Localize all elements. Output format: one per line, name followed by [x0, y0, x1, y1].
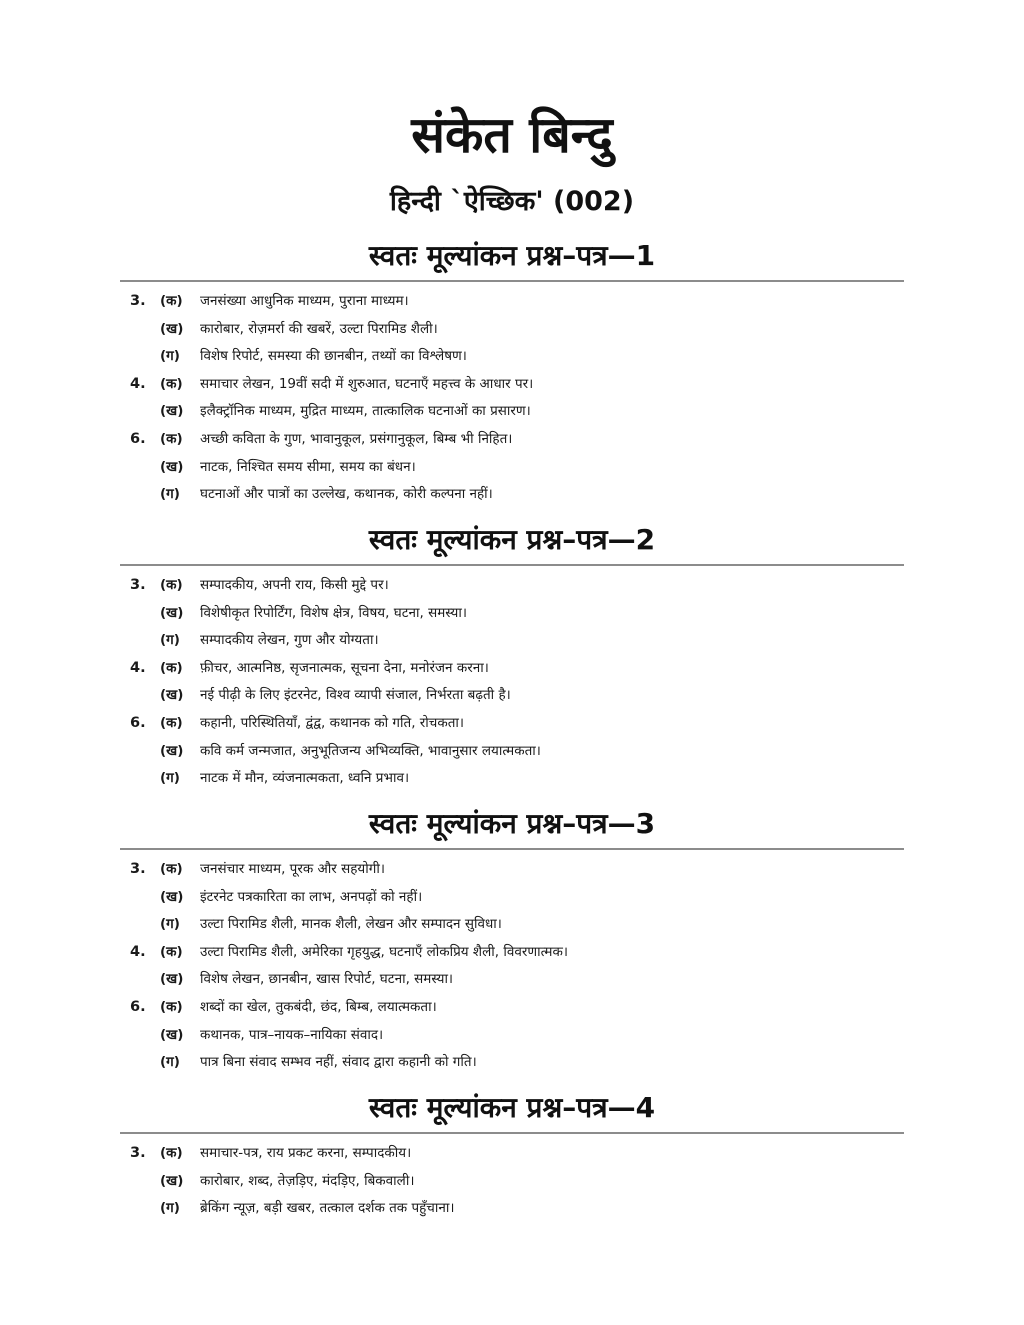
answer-item — [120, 856, 904, 884]
answer-text: जनसंचार माध्यम, पूरक और सहयोगी। — [200, 861, 385, 877]
answer-text: उल्टा पिरामिड शैली, मानक शैली, लेखन और सम्पादन सुविधा। — [200, 916, 502, 933]
question-number: 4. — [130, 375, 146, 392]
answer-item — [120, 426, 904, 454]
question-part: (ख) — [160, 742, 184, 759]
section-heading: स्वतः मूल्यांकन प्रश्न–पत्र—3 — [368, 807, 656, 840]
answer-item — [120, 572, 904, 600]
section-heading: स्वतः मूल्यांकन प्रश्न–पत्र—4 — [368, 1091, 656, 1124]
answer-text: नई पीढ़ी के लिए इंटरनेट, विश्व व्यापी संजाल, निर्भरता बढ़ती है। — [200, 687, 511, 704]
answer-item — [120, 1049, 904, 1077]
answer-text: नाटक में मौन, व्यंजनात्मकता, ध्वनि प्रभाव। — [200, 770, 410, 787]
section-heading: स्वतः मूल्यांकन प्रश्न–पत्र—1 — [368, 239, 656, 272]
answer-item — [120, 911, 904, 939]
answer-list — [120, 572, 904, 793]
answer-text: फ़ीचर, आत्मनिष्ठ, सृजनात्मक, सूचना देना, मनोरंजन करना। — [200, 659, 489, 676]
answer-item — [120, 655, 904, 683]
answer-item — [120, 627, 904, 655]
question-part: (ग) — [160, 486, 180, 503]
answer-text: कारोबार, शब्द, तेज़ड़िए, मंदड़िए, बिकवाली। — [200, 1172, 415, 1189]
answer-text: विशेषीकृत रिपोर्टिंग, विशेष क्षेत्र, विषय, घटना, समस्या। — [200, 604, 467, 621]
answer-text: सम्पादकीय लेखन, गुण और योग्यता। — [200, 632, 379, 649]
answer-item — [120, 481, 904, 509]
question-number: 3. — [130, 1145, 146, 1161]
section-divider — [120, 280, 904, 282]
question-part: (ग) — [160, 1054, 180, 1071]
answer-text: अच्छी कविता के गुण, भावानुकूल, प्रसंगानुकूल, बिम्ब भी निहित। — [200, 430, 513, 447]
question-part: (ख) — [160, 687, 184, 704]
answer-text: उल्टा पिरामिड शैली, अमेरिका गृहयुद्ध, घटनाएँ लोकप्रिय शैली, विवरणात्मक। — [200, 943, 568, 960]
answer-item — [120, 682, 904, 710]
answer-item — [120, 939, 904, 967]
answer-text: समाचार-पत्र, राय प्रकट करना, सम्पादकीय। — [200, 1145, 412, 1161]
question-part: (ग) — [160, 916, 180, 933]
answer-text: पात्र बिना संवाद सम्भव नहीं, संवाद द्वारा कहानी को गति। — [200, 1054, 477, 1071]
answer-text: ब्रेकिंग न्यूज़, बड़ी खबर, तत्काल दर्शक तक पहुँचाना। — [200, 1200, 455, 1217]
answer-list — [120, 1140, 904, 1223]
question-part: (क) — [160, 659, 183, 676]
answer-item — [120, 1022, 904, 1050]
section-divider — [120, 1132, 904, 1134]
answer-item — [120, 710, 904, 738]
question-part: (क) — [160, 1145, 183, 1161]
answer-text: कारोबार, रोज़मर्रा की खबरें, उल्टा पिरामिड शैली। — [200, 320, 438, 337]
answer-item — [120, 884, 904, 912]
answer-item — [120, 966, 904, 994]
section-divider — [120, 848, 904, 850]
question-part: (ख) — [160, 971, 184, 988]
answer-item — [120, 454, 904, 482]
answer-text: नाटक, निश्चित समय सीमा, समय का बंधन। — [200, 458, 416, 475]
question-part: (क) — [160, 998, 183, 1015]
answer-item — [120, 343, 904, 371]
question-number: 6. — [130, 714, 146, 731]
question-part: (ख) — [160, 1026, 184, 1043]
question-number: 3. — [130, 861, 146, 877]
answer-item — [120, 600, 904, 628]
answer-item — [120, 765, 904, 793]
answer-text: कवि कर्म जन्मजात, अनुभूतिजन्य अभिव्यक्ति, भावानुसार लयात्मकता। — [200, 742, 541, 759]
answer-item — [120, 738, 904, 766]
section-heading: स्वतः मूल्यांकन प्रश्न–पत्र—2 — [368, 523, 656, 556]
question-part: (क) — [160, 375, 183, 392]
answer-list — [120, 856, 904, 1077]
question-number: 6. — [130, 998, 146, 1015]
question-part: (क) — [160, 577, 183, 593]
question-part: (ग) — [160, 1200, 180, 1217]
question-part: (ख) — [160, 1172, 184, 1189]
answer-item — [120, 371, 904, 399]
subject-subtitle: हिन्दी `ऐच्छिक' (002) — [389, 186, 635, 217]
question-part: (ग) — [160, 348, 180, 365]
question-part: (ख) — [160, 320, 184, 337]
section-paper-3 — [120, 802, 904, 1077]
answer-text: सम्पादकीय, अपनी राय, किसी मुद्दे पर। — [200, 577, 389, 593]
section-paper-2 — [120, 518, 904, 793]
question-part: (ख) — [160, 604, 184, 621]
question-part: (ख) — [160, 403, 184, 420]
answer-item — [120, 288, 904, 316]
answer-item — [120, 1140, 904, 1168]
answer-text: कहानी, परिस्थितियाँ, द्वंद्व, कथानक को गति, रोचकता। — [200, 714, 465, 731]
question-part: (क) — [160, 714, 183, 731]
section-divider — [120, 564, 904, 566]
answer-text: कथानक, पात्र–नायक–नायिका संवाद। — [200, 1026, 384, 1043]
question-number: 3. — [130, 577, 146, 593]
answer-item — [120, 1195, 904, 1223]
question-part: (क) — [160, 293, 183, 309]
question-number: 3. — [130, 293, 146, 309]
answer-text: इंटरनेट पत्रकारिता का लाभ, अनपढ़ों को नहीं। — [200, 888, 423, 905]
question-part: (ख) — [160, 888, 184, 905]
answer-list — [120, 288, 904, 509]
section-paper-4 — [120, 1086, 904, 1223]
question-part: (ग) — [160, 770, 180, 787]
question-part: (क) — [160, 943, 183, 960]
question-part: (ग) — [160, 632, 180, 649]
answer-item — [120, 1168, 904, 1196]
section-paper-1 — [120, 234, 904, 509]
answer-text: इलैक्ट्रॉनिक माध्यम, मुद्रित माध्यम, तात्कालिक घटनाओं का प्रसारण। — [200, 403, 531, 420]
answer-text: घटनाओं और पात्रों का उल्लेख, कथानक, कोरी कल्पना नहीं। — [200, 486, 493, 503]
answer-item — [120, 994, 904, 1022]
question-number: 6. — [130, 430, 146, 447]
question-number: 4. — [130, 943, 146, 960]
answer-text: शब्दों का खेल, तुकबंदी, छंद, बिम्ब, लयात्मकता। — [200, 998, 437, 1015]
answer-text: विशेष लेखन, छानबीन, खास रिपोर्ट, घटना, समस्या। — [200, 971, 454, 988]
question-part: (क) — [160, 430, 183, 447]
answer-text: समाचार लेखन, 19वीं सदी में शुरुआत, घटनाएँ महत्त्व के आधार पर। — [200, 375, 534, 392]
page-title: संकेत बिन्दु — [411, 106, 613, 164]
question-part: (ख) — [160, 458, 184, 475]
answer-text: जनसंख्या आधुनिक माध्यम, पुराना माध्यम। — [200, 293, 409, 309]
question-part: (क) — [160, 861, 183, 877]
answer-item — [120, 398, 904, 426]
question-number: 4. — [130, 659, 146, 676]
answer-item — [120, 316, 904, 344]
answer-text: विशेष रिपोर्ट, समस्या की छानबीन, तथ्यों का विश्लेषण। — [200, 348, 467, 365]
